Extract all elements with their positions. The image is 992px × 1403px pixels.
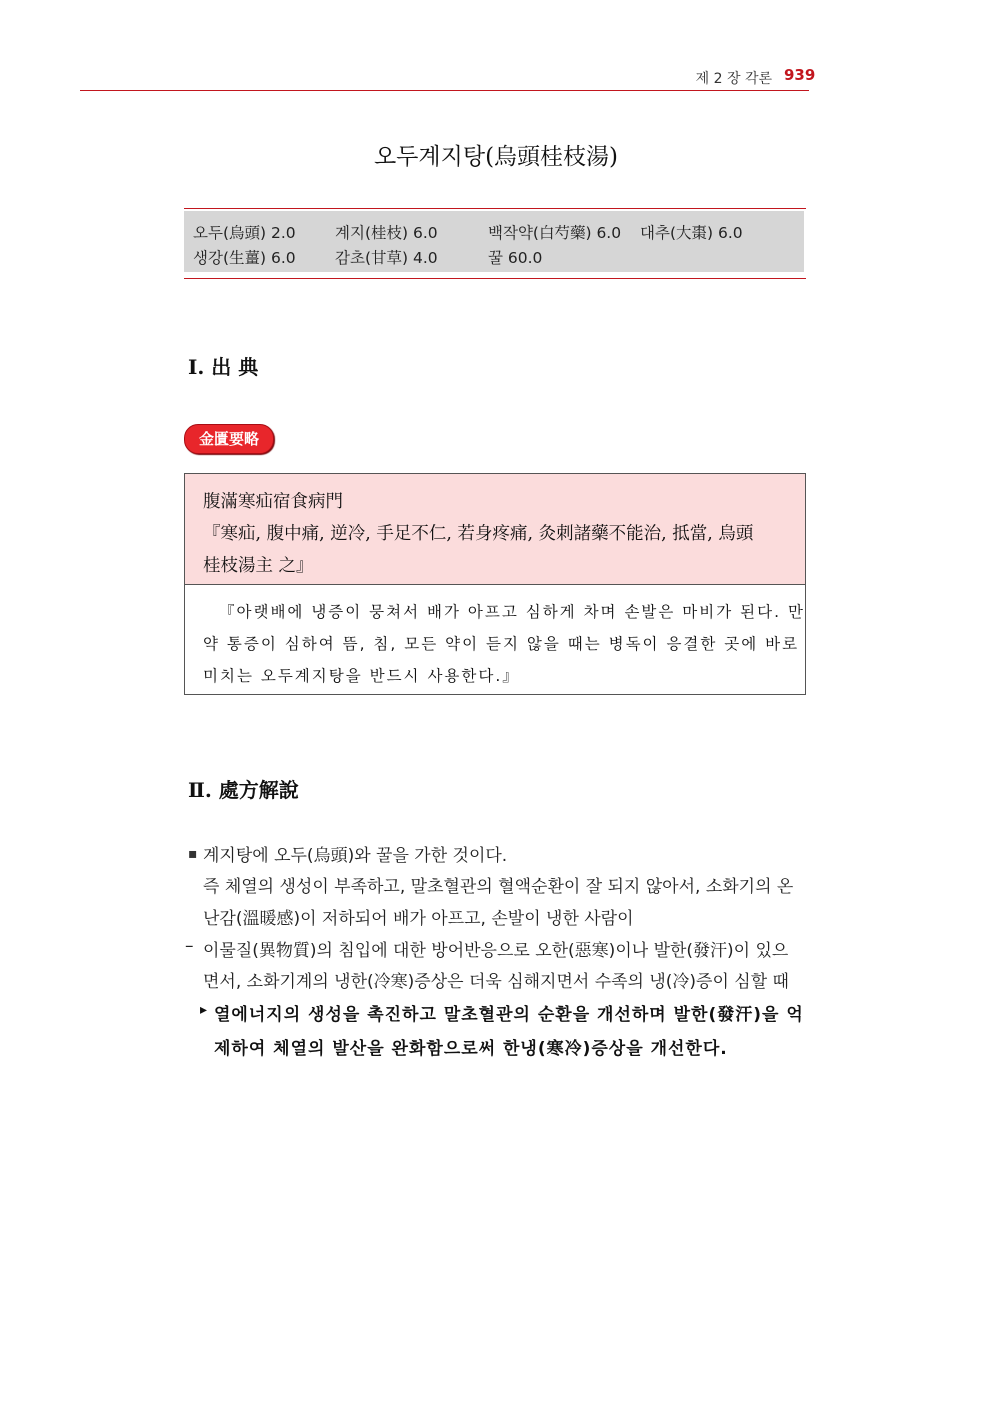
source-tag: 金匱要略 (184, 424, 274, 454)
section-heading-source: Ⅰ. 出 典 (188, 355, 259, 379)
conclusion-text-line: 제하여 체열의 발산을 완화함으로써 한냉(寒冷)증상을 개선한다. (214, 1039, 728, 1059)
conclusion-text-line: 열에너지의 생성을 촉진하고 말초혈관의 순환을 개선하며 발한(發汗)을 억 (214, 1005, 804, 1025)
quote-translation-line: 미치는 오두계지탕을 반드시 사용한다.』 (203, 667, 520, 685)
quote-text-line: 『寒疝, 腹中痛, 逆冷, 手足不仁, 若身疼痛, 灸刺諸藥不能治, 抵當, 烏頭 (203, 524, 754, 544)
arrow-marker: ▸ (200, 1002, 209, 1018)
section-heading-explanation: Ⅱ. 處方解說 (188, 778, 299, 802)
body-text-line: 난감(溫暖感)이 저하되어 배가 아프고, 손발이 냉한 사람이 (203, 909, 634, 929)
bullet-marker: ▪ (188, 846, 198, 862)
ingredient-item: 백작약(白芍藥) 6.0 (488, 224, 622, 242)
quote-translation-line: 『아랫배에 냉증이 뭉쳐서 배가 아프고 심하게 차며 손발은 마비가 된다. 만 (219, 603, 805, 621)
prescription-title (0, 138, 992, 171)
title-korean: 오두계지탕 (373, 144, 486, 170)
ingredient-item: 생강(生薑) 6.0 (193, 249, 296, 267)
classic-quote-box (184, 473, 806, 695)
ingredient-item: 오두(烏頭) 2.0 (193, 224, 296, 242)
quote-original-panel (185, 474, 805, 585)
title-hanja: (烏頭桂枝湯) (485, 144, 619, 170)
body-text-line: 이물질(異物質)의 침입에 대한 방어반응으로 오한(惡寒)이나 발한(發汗)이 있으 (203, 941, 789, 961)
chapter-header: 제 2 장 각론 (695, 71, 772, 87)
header-divider (80, 90, 809, 91)
ingredient-item: 대추(大棗) 6.0 (640, 224, 743, 242)
ingredients-bottom-rule (184, 278, 806, 279)
body-text-line: 계지탕에 오두(烏頭)와 꿀을 가한 것이다. (203, 846, 508, 866)
ingredient-item: 계지(桂枝) 6.0 (335, 224, 438, 242)
ingredient-item: 꿀 60.0 (488, 249, 543, 267)
quote-text-line: 桂枝湯主 之』 (203, 556, 314, 576)
dash-marker: – (185, 936, 194, 956)
quote-chapter: 腹滿寒疝宿食病門 (203, 492, 343, 512)
quote-translation-line: 약 통증이 심하여 뜸, 침, 모든 약이 듣지 않을 때는 병독이 응결한 곳에 바로 (203, 635, 800, 653)
page-number: 939 (784, 66, 816, 84)
body-text-line: 즉 체열의 생성이 부족하고, 말초혈관의 혈액순환이 잘 되지 않아서, 소화기의 온 (203, 877, 794, 897)
body-text-line: 면서, 소화기계의 냉한(冷寒)증상은 더욱 심해지면서 수족의 냉(冷)증이 심할 때 (203, 972, 789, 992)
ingredients-box (184, 211, 804, 272)
ingredients-top-rule (184, 208, 806, 209)
ingredient-item: 감초(甘草) 4.0 (335, 249, 438, 267)
